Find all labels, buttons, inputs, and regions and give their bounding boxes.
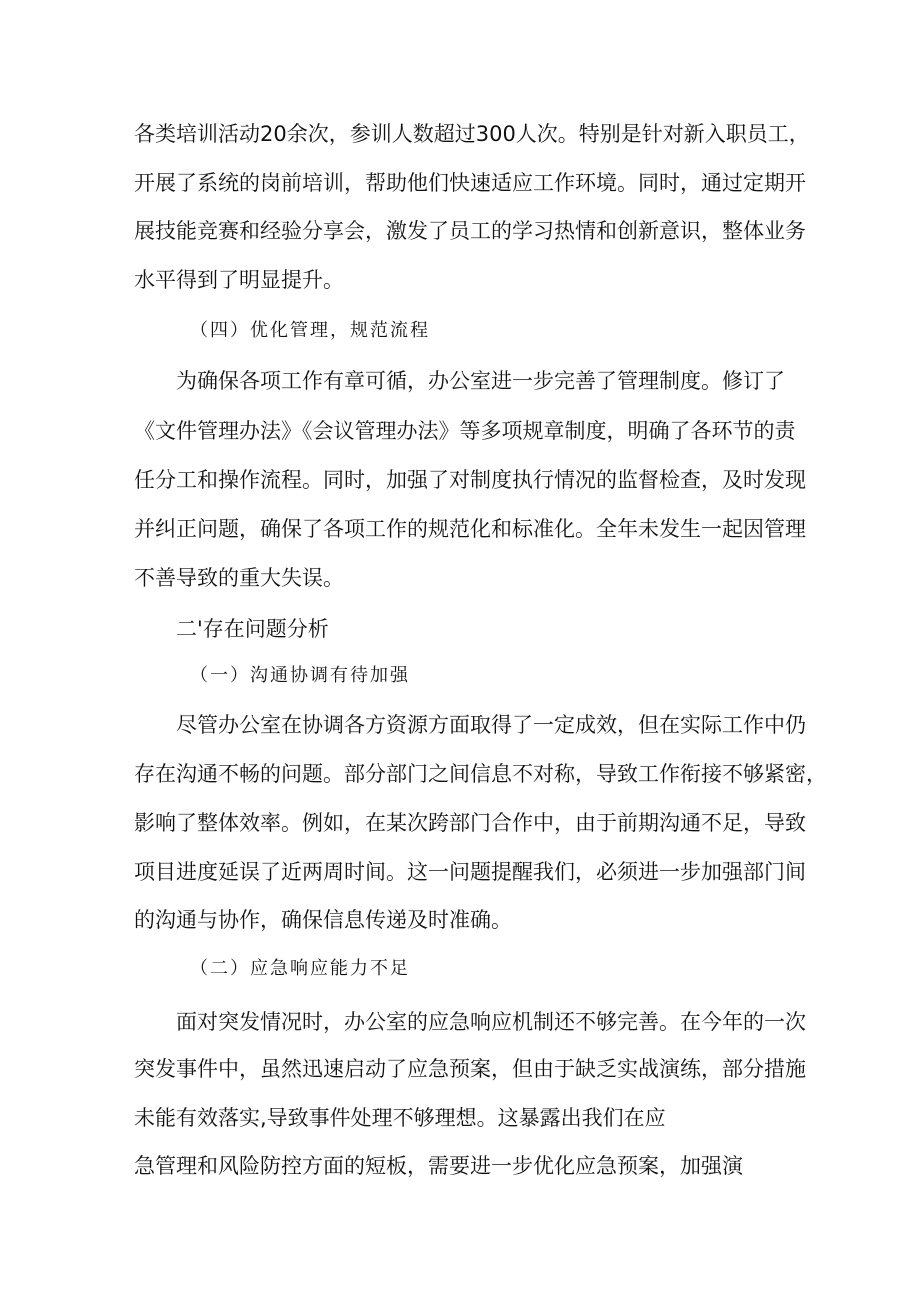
paragraph-2-line-1: 尽管办公室在协调各方资源方面取得了一定成效，但在实际工作中仍 — [176, 713, 806, 737]
subheading-2: （二）应急响应能力不足 — [190, 958, 410, 979]
paragraph-3-line-4: 急管理和风险防控方面的短板，需要进一步优化应急预案，加强演 — [134, 1154, 743, 1178]
paragraph-3-line-1: 面对突发情况时，办公室的应急响应机制还不够完善。在今年的一次 — [176, 1010, 806, 1034]
body-line-3: 展技能竞赛和经验分享会，激发了员工的学习热情和创新意识，整体业务 — [134, 219, 806, 243]
section-heading-2: 二'存在问题分析 — [176, 617, 329, 641]
paragraph-line-1: 为确保各项工作有章可循，办公室进一步完善了管理制度。修订了 — [176, 369, 785, 393]
paragraph-line-3: 任分工和操作流程。同时，加强了对制度执行情况的监督检查，及时发现 — [134, 468, 806, 492]
body-line-4: 水平得到了明显提升。 — [134, 268, 344, 292]
paragraph-3-line-2: 突发事件中，虽然迅速启动了应急预案，但由于缺乏实战演练，部分措施 — [134, 1057, 806, 1081]
subheading-1: （一）沟通协调有待加强 — [190, 665, 410, 686]
body-line-2: 开展了系统的岗前培训，帮助他们快速适应工作环境。同时，通过定期开 — [134, 171, 806, 195]
paragraph-line-2: 《文件管理办法》《会议管理办法》等多项规章制度，明确了各环节的责 — [134, 419, 796, 443]
paragraph-line-5: 不善导致的重大失误。 — [134, 566, 344, 590]
paragraph-2-line-4: 项目进度延误了近两周时间。这一问题提醒我们，必须进一步加强部门间 — [134, 860, 806, 884]
body-line-1: 各类培训活动20余次，参训人数超过300人次。特别是针对新入职员工， — [134, 122, 810, 146]
paragraph-3-line-3: 未能有效落实,导致事件处理不够理想。这暴露出我们在应 — [134, 1106, 666, 1130]
section-heading-4: （四）优化管理，规范流程 — [190, 320, 430, 341]
paragraph-2-line-2: 存在沟通不畅的问题。部分部门之间信息不对称，导致工作衔接不够紧密， — [134, 762, 827, 786]
paragraph-2-line-3: 影响了整体效率。例如，在某次跨部门合作中，由于前期沟通不足，导致 — [134, 811, 806, 835]
paragraph-2-line-5: 的沟通与协作，确保信息传递及时准确。 — [134, 908, 512, 932]
paragraph-line-4: 并纠正问题，确保了各项工作的规范化和标准化。全年未发生一起因管理 — [134, 517, 806, 541]
